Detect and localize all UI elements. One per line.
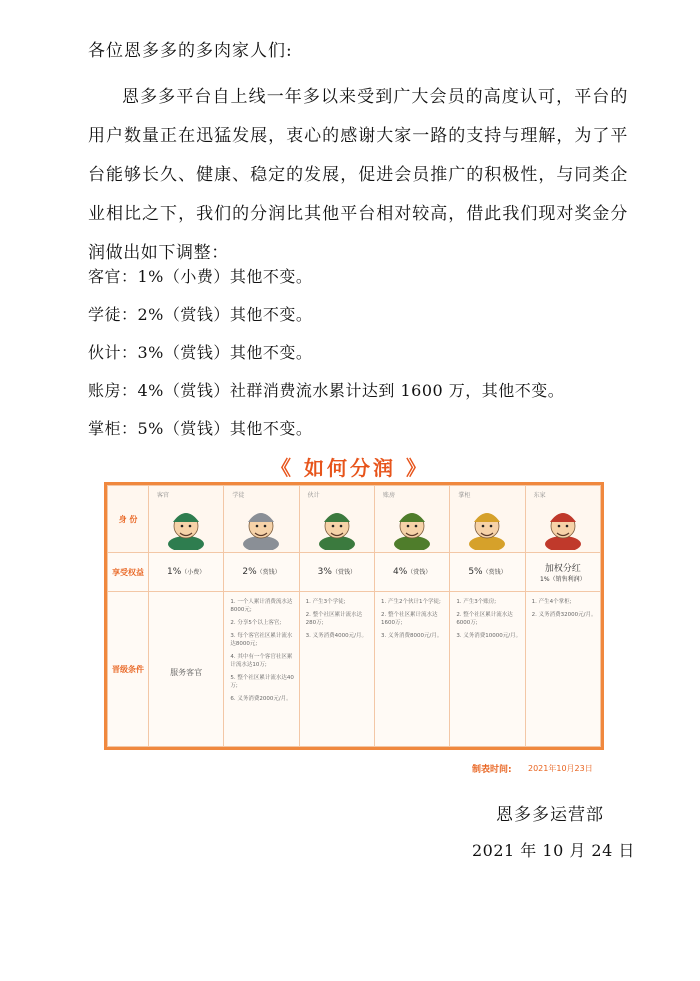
role-name: 学徒 <box>232 492 245 499</box>
role-name: 伙计 <box>307 492 320 499</box>
profit-share-table <box>104 482 604 750</box>
signature-date: 2021 年 10 月 24 日 <box>472 841 635 860</box>
condition-list <box>526 592 600 619</box>
condition-list <box>450 592 524 640</box>
role-name: 账房 <box>382 492 395 499</box>
condition-item: 2. 分享5个以上客官; <box>230 620 282 626</box>
character-avatar-icon <box>384 502 440 550</box>
condition-item: 3. 每个客官社区累计流水达8000元; <box>230 633 293 647</box>
body-paragraph: 恩多多平台自上线一年多以来受到广大会员的高度认可，平台的用户数量正在迅猛发展，衷心的感谢大家一路的支持与理解，为了平台能够长久、健康、稳定的发展，促进会员推广的积极性，与同类企业相比之下，我们的分润比其他平台相对较高，借此我们现对奖金分润做出如下调整： <box>88 87 628 263</box>
share-cell <box>374 553 449 592</box>
share-value: 5% <box>468 567 483 577</box>
table-row-share <box>108 553 601 592</box>
condition-list <box>375 592 449 640</box>
signature-org: 恩多多运营部 <box>496 805 604 825</box>
character-avatar-icon <box>535 502 591 550</box>
share-note: （小费） <box>181 569 206 576</box>
condition-cell <box>374 592 449 747</box>
share-note: （赏钱） <box>256 569 281 576</box>
condition-item: 3. 义务消费4000元/月。 <box>305 633 368 639</box>
condition-item: 5. 整个社区累计流水达40万; <box>230 675 294 689</box>
condition-item: 2. 义务消费32000元/月。 <box>531 612 597 618</box>
role-name: 掌柜 <box>458 492 471 499</box>
role-cell <box>450 486 525 553</box>
rule-item: 伙计：3%（赏钱）其他不变。 <box>88 343 313 362</box>
share-note: 1%（销售利润） <box>540 575 586 583</box>
condition-item: 1. 产生3个学徒; <box>305 599 346 605</box>
row-label-condition: 晋级条件 <box>108 592 149 747</box>
rule-item: 掌柜：5%（赏钱）其他不变。 <box>88 419 313 438</box>
salutation: 各位恩多多的多肉家人们: <box>88 41 293 61</box>
rule-item: 客官：1%（小费）其他不变。 <box>88 267 313 286</box>
table-row-conditions <box>108 592 601 747</box>
rule-item: 账房：4%（赏钱）社群消费流水累计达到 1600 万，其他不变。 <box>88 381 565 400</box>
table-date-label: 制表时间: <box>472 765 512 775</box>
character-avatar-icon <box>309 502 365 550</box>
character-avatar-icon <box>158 502 214 550</box>
condition-item: 1. 产生3个账房; <box>456 599 497 605</box>
condition-cell <box>450 592 525 747</box>
condition-item: 2. 整个社区累计流水达1600万; <box>380 612 438 626</box>
share-cell <box>450 553 525 592</box>
share-value: 加权分红 <box>544 563 581 574</box>
condition-item: 2. 整个社区累计流水达6000万; <box>456 612 513 626</box>
share-note: （赏钱） <box>482 569 507 576</box>
share-value: 2% <box>242 567 257 577</box>
share-cell <box>525 553 600 592</box>
condition-item: 3. 义务消费10000元/月。 <box>456 633 522 639</box>
condition-item: 1. 一个人累计消费流水达8000元; <box>230 599 293 613</box>
condition-cell <box>224 592 299 747</box>
condition-item: 3. 义务消费8000元/月。 <box>380 633 443 639</box>
share-value: 4% <box>393 567 408 577</box>
role-cell <box>299 486 374 553</box>
role-cell <box>149 486 224 553</box>
condition-cell <box>299 592 374 747</box>
role-cell <box>525 486 600 553</box>
condition-cell <box>149 592 224 747</box>
condition-item: 6. 义务消费2000元/月。 <box>230 696 292 702</box>
character-avatar-icon <box>459 502 515 550</box>
condition-item: 2. 整个社区累计流水达280万; <box>305 612 363 626</box>
condition-list <box>300 592 374 640</box>
table-title: 《 如何分润 》 <box>271 456 429 480</box>
share-rules-list <box>88 258 564 448</box>
share-note: （赏钱） <box>331 569 356 576</box>
role-name: 东家 <box>533 492 546 499</box>
role-name: 客官 <box>157 492 170 499</box>
share-note: （赏钱） <box>407 569 432 576</box>
table-row-roles <box>108 486 601 553</box>
row-label-share: 享受权益 <box>108 553 149 592</box>
share-cell <box>299 553 374 592</box>
row-label-role: 身 份 <box>108 486 149 553</box>
condition-item: 1. 产生2个伙计1个学徒; <box>380 599 441 605</box>
condition-list <box>224 592 298 703</box>
role-cell <box>374 486 449 553</box>
table-date-value: 2021年10月23日 <box>528 764 593 773</box>
condition-item: 4. 其中有一个客官社区累计流水达10万; <box>230 654 293 668</box>
character-avatar-icon <box>233 502 289 550</box>
share-cell <box>224 553 299 592</box>
service-text: 服务客官 <box>170 667 203 677</box>
share-value: 3% <box>317 567 332 577</box>
role-cell <box>224 486 299 553</box>
condition-item: 1. 产生4个掌柜; <box>531 599 572 605</box>
share-cell <box>149 553 224 592</box>
condition-cell <box>525 592 600 747</box>
share-value: 1% <box>167 567 182 577</box>
rule-item: 学徒：2%（赏钱）其他不变。 <box>88 305 313 324</box>
